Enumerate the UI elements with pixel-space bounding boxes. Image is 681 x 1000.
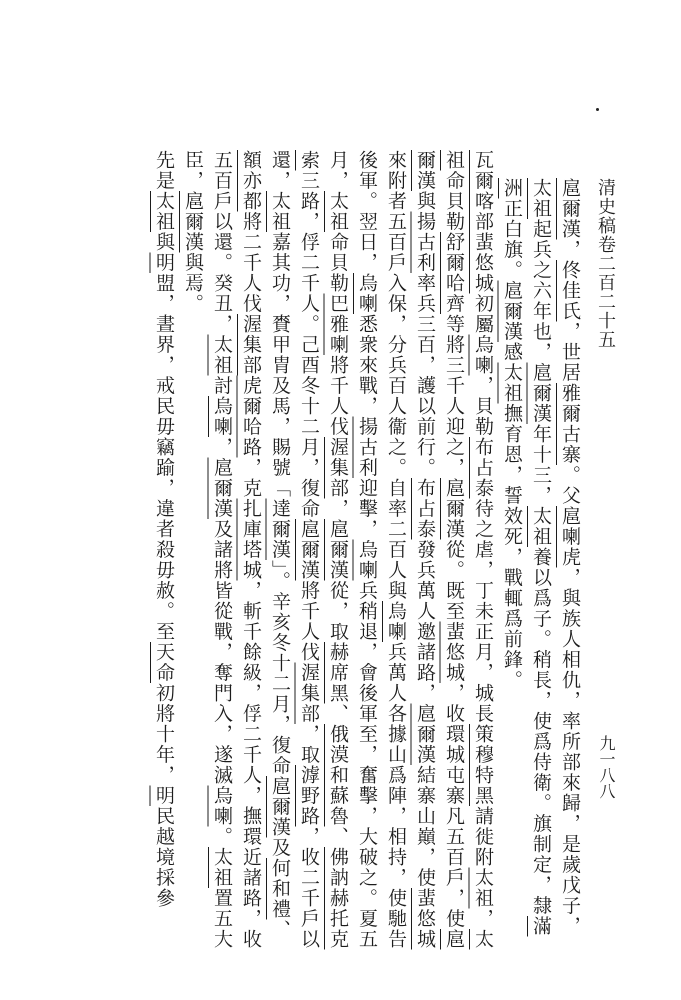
- proper-name: 巴雅喇: [327, 293, 349, 355]
- proper-name: 策穆特黑: [472, 724, 494, 806]
- proper-name: 扈爾漢: [414, 150, 465, 950]
- text-run: 將千人伐: [298, 580, 320, 663]
- proper-name: 虎爾哈路: [240, 375, 262, 458]
- text-run: 置五大臣，: [182, 150, 233, 950]
- text-run: 嘉其功，賚甲胄及馬，賜號「: [269, 232, 291, 499]
- text-run: 、: [269, 919, 291, 940]
- paragraph: [497, 178, 584, 950]
- text-run: ，: [472, 908, 494, 929]
- text-run: 結寨山巔，使: [414, 765, 436, 888]
- text-run: 」。辛亥冬十二月，復命: [269, 560, 291, 776]
- paragraph: [178, 150, 497, 950]
- proper-name: 太祖: [269, 191, 291, 232]
- proper-name: 明: [153, 252, 175, 273]
- text-run: 感: [501, 342, 523, 363]
- text-run: 及: [269, 837, 291, 858]
- proper-name: 扎庫塔城: [240, 498, 262, 581]
- proper-name: 蜚悠城: [443, 621, 465, 683]
- proper-name: 何和禮: [269, 858, 291, 920]
- text-run: 與: [414, 191, 436, 212]
- proper-name: 扈爾漢: [182, 191, 204, 253]
- proper-name: 蜚悠城: [472, 232, 494, 294]
- proper-name: 太祖: [530, 178, 552, 219]
- text-run: 等將三千人迎之，: [443, 314, 465, 478]
- proper-name: 扈爾漢: [269, 776, 291, 838]
- proper-name: 渥集部: [327, 437, 349, 499]
- proper-name: 達爾漢: [269, 498, 291, 560]
- proper-name: 扈爾漢: [298, 519, 320, 581]
- proper-name: 瓦爾喀部: [472, 150, 494, 232]
- proper-name: 太祖: [501, 362, 523, 404]
- text-run: 發兵萬人邀諸路，: [414, 539, 436, 704]
- proper-name: 佛訥赫托克索: [298, 150, 349, 950]
- proper-name: 滹野路: [298, 765, 320, 827]
- page-number: 九一八八: [597, 735, 616, 799]
- text-run: ，克: [240, 457, 262, 499]
- text-run: 討: [211, 375, 233, 396]
- proper-name: 揚古利: [414, 211, 436, 273]
- proper-name: 明: [153, 785, 175, 806]
- text-run: 命貝勒: [327, 232, 349, 294]
- proper-name: 扈爾漢: [443, 478, 465, 540]
- text-run: 迎擊，: [356, 478, 378, 540]
- text-run: 、: [327, 826, 349, 847]
- text-run: ，: [327, 498, 349, 519]
- proper-name: 烏喇: [356, 539, 378, 581]
- text-run: 盟，晝界，戒民毋竊踰，違者殺毋赦。至: [153, 273, 175, 642]
- text-run: 兵稍退，會後軍至，奮擊，大破之。夏五月，: [327, 150, 378, 950]
- proper-name: 扈爾漢: [530, 362, 552, 424]
- text-run: 初屬: [472, 293, 494, 335]
- proper-name: 烏喇: [356, 273, 378, 314]
- text-run: ，世居: [559, 321, 581, 383]
- text-run: 年十三，: [530, 424, 552, 506]
- text-run: 起兵之六年也，: [530, 219, 552, 363]
- paragraph: [149, 150, 178, 950]
- text-run: 命貝勒: [443, 170, 465, 232]
- proper-name: 太祖: [153, 191, 175, 232]
- proper-name: 太祖: [327, 191, 349, 232]
- proper-name: 舒爾哈齊: [443, 232, 465, 314]
- proper-name: 太祖: [472, 867, 494, 909]
- text-run: ，斬千餘級，俘二千人，撫環近諸路，收五百戶以還。癸丑，: [211, 150, 262, 950]
- proper-name: 扈爾漢: [327, 519, 349, 581]
- proper-name: 烏喇: [385, 601, 407, 642]
- running-header: 清史稿卷二百二十五: [595, 178, 616, 349]
- proper-name: 布占泰: [472, 437, 494, 499]
- text-run: ，取: [298, 724, 320, 765]
- proper-name: 蜚悠城: [414, 888, 436, 950]
- text-run: 兵萬人各據山爲陣，相持，使馳告後軍。翌日，: [356, 150, 407, 950]
- proper-name: 額亦都: [240, 150, 262, 212]
- proper-name: 雅爾古寨: [559, 383, 581, 465]
- text-run: 養以爲子。稍長，使爲侍衛。旗制定，隸: [530, 547, 552, 916]
- text-run: ，與族人相仇，率所部來歸，是歲戊子，: [559, 567, 581, 937]
- text-run: 、: [327, 703, 349, 724]
- proper-name: 烏喇: [211, 396, 233, 437]
- text-run: ，收二千戶以還，: [269, 150, 320, 950]
- proper-name: 太祖: [443, 150, 494, 950]
- proper-name: 渥集部: [298, 662, 320, 724]
- proper-name: 扈爾漢: [559, 178, 581, 240]
- proper-name: 扈喇虎: [559, 506, 581, 568]
- text-run: 初將十年，: [153, 683, 175, 786]
- text-run: 三路，俘二千人。己酉冬十二月，復命: [298, 170, 320, 519]
- proper-name: 太祖: [211, 847, 233, 888]
- text-run: 將千人伐: [327, 355, 349, 437]
- proper-name: 扈爾漢: [501, 280, 523, 342]
- text-run: 率兵三百，護以前行。: [414, 273, 436, 478]
- proper-name: 烏喇: [211, 785, 233, 827]
- proper-name: 扈爾漢: [211, 457, 233, 519]
- main-text: [112, 150, 584, 950]
- proper-name: 扈爾漢: [414, 703, 436, 765]
- text-run: 來附者五百戶入保，分兵百人衞之。自率二百人與: [385, 150, 407, 601]
- proper-name: 渥集部: [240, 314, 262, 376]
- text-run: 。: [211, 826, 233, 847]
- text-run: 先是: [153, 150, 175, 191]
- proper-name: 太祖: [530, 506, 552, 547]
- proper-name: 佟佳氏: [559, 260, 581, 322]
- text-run: 將二千人伐: [240, 211, 262, 314]
- proper-name: 烏喇: [472, 334, 494, 376]
- text-run: 民越境採參: [153, 806, 175, 909]
- proper-name: 赫席黑: [327, 642, 349, 704]
- text-run: 與: [153, 232, 175, 253]
- text-run: ，收環城屯寨凡五百戶，使: [443, 683, 465, 929]
- proper-name: 布占泰: [414, 478, 436, 540]
- proper-name: 天命: [153, 642, 175, 683]
- text-run: 。父: [559, 465, 581, 506]
- proper-name: 太祖: [211, 334, 233, 376]
- text-run: 待之虐，丁未正月，城長: [472, 498, 494, 724]
- text-run: 正白旗。: [501, 198, 523, 281]
- text-run: 及諸將皆從戰，奪門入，遂滅: [211, 519, 233, 786]
- text-run: ，貝勒: [472, 375, 494, 437]
- page-mark: [596, 108, 599, 111]
- proper-name: 揚古利: [356, 416, 378, 478]
- text-run: ，: [559, 239, 581, 260]
- text-run: 請徙附: [472, 806, 494, 868]
- proper-name: 滿洲: [501, 178, 552, 937]
- text-run: 撫育恩，誓效死，戰輒爲前鋒。: [501, 403, 523, 691]
- text-run: 與焉。: [182, 252, 204, 314]
- proper-name: 俄漠和蘇魯: [327, 724, 349, 827]
- text-run: 悉衆來戰，: [356, 314, 378, 417]
- text-run: 從，取: [327, 580, 349, 642]
- text-run: ，: [211, 437, 233, 458]
- text-run: 從。既至: [443, 539, 465, 622]
